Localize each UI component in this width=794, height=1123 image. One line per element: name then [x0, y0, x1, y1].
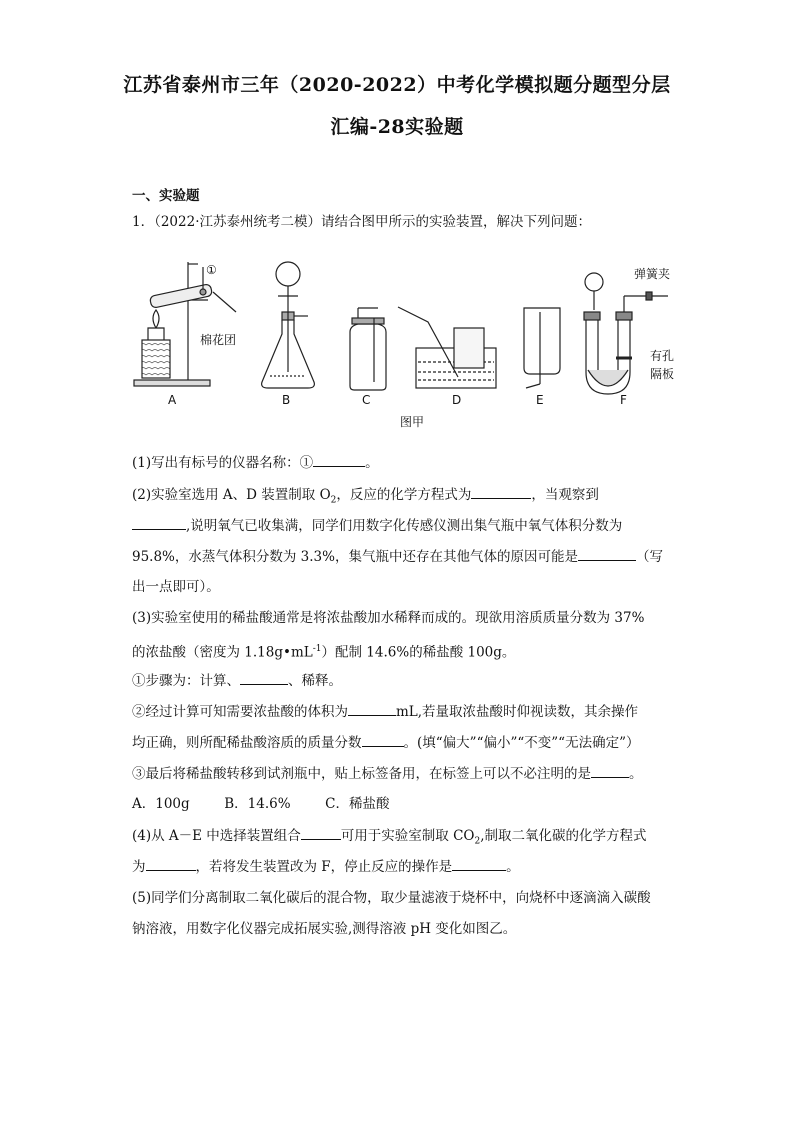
part-3-step-3: ③最后将稀盐酸转移到试剂瓶中，贴上标签备用，在标签上可以不必注明的是 。	[132, 763, 643, 784]
part-2-line-2: ,说明氧气已收集满，同学们用数字化传感仪测出集气瓶中氧气体积分数为	[132, 515, 622, 536]
answer-blank[interactable]	[240, 670, 288, 685]
label-e: E	[536, 393, 544, 407]
title-line-1: 江苏省泰州市三年（2020-2022）中考化学模拟题分题型分层	[123, 74, 671, 96]
part-2-line-3: 95.8%，水蒸气体积分数为 3.3%，集气瓶中还存在其他气体的原因可能是 （写	[132, 546, 663, 567]
porous-plate-label-2: 隔板	[650, 367, 675, 381]
label-b: B	[282, 393, 291, 407]
part-5-line-2: 钠溶液，用数字化仪器完成拓展实验,测得溶液 pH 变化如图乙。	[132, 921, 517, 937]
label-a: A	[168, 393, 177, 407]
option-a[interactable]: A．100g	[132, 796, 190, 812]
porous-plate-label-1: 有孔	[650, 349, 675, 363]
part-3-step-2: ②经过计算可知需要浓盐酸的体积为 mL,若量取浓盐酸时仰视读数，其余操作	[132, 701, 638, 722]
answer-blank[interactable]	[362, 732, 404, 747]
apparatus-b	[262, 262, 315, 388]
answer-blank[interactable]	[348, 701, 396, 716]
question-1-intro: 1．（2022·江苏泰州统考二模）请结合图甲所示的实验装置，解决下列问题：	[132, 214, 591, 230]
apparatus-a	[134, 262, 236, 386]
part-3-line-2: 的浓盐酸（密度为 $1.18g•mL^{-1}$）配制 14.6%的稀盐酸 100g。	[132, 644, 516, 661]
apparatus-e	[524, 308, 560, 388]
part-3-line-1: (3)实验室使用的稀盐酸通常是将浓盐酸加水稀释而成的。现欲用溶质质量分数为 37%	[132, 610, 645, 626]
answer-blank[interactable]	[591, 763, 629, 778]
label-d: D	[452, 393, 462, 407]
spring-clip-label: 弹簧夹	[634, 267, 671, 281]
figure-caption: 图甲	[400, 415, 425, 429]
answer-blank[interactable]	[471, 484, 531, 499]
apparatus-d	[398, 307, 496, 388]
label-f: F	[620, 393, 627, 407]
option-c[interactable]: C．稀盐酸	[325, 796, 390, 812]
part-4-line-2: 为 ，若将发生装置改为 F，停止反应的操作是 。	[132, 856, 520, 877]
cotton-label: 棉花团	[200, 333, 237, 347]
part-5-line-1: (5)同学们分离制取二氧化碳后的混合物，取少量滤液于烧杯中，向烧杯中逐滴滴入碳酸	[132, 890, 651, 906]
part-4-line-1: (4)从 A－E 中选择装置组合 可用于实验室制取 $CO_2$,制取二氧化碳的化学方程式	[132, 825, 647, 852]
options-row	[132, 794, 390, 814]
part-3-step-1: ①步骤为：计算、 、稀释。	[132, 670, 342, 691]
part-2-line-4: 出一点即可）。	[132, 579, 220, 595]
option-b[interactable]: B．14.6%	[224, 796, 291, 812]
answer-blank[interactable]	[146, 856, 196, 871]
answer-blank[interactable]	[132, 515, 186, 530]
answer-blank[interactable]	[313, 452, 365, 467]
answer-blank[interactable]	[578, 546, 636, 561]
apparatus-figure	[128, 252, 688, 432]
answer-blank[interactable]	[452, 856, 506, 871]
label-c: C	[362, 393, 371, 407]
marker-1-label: ①	[206, 263, 217, 277]
part-2-line-1: (2)实验室选用 A、D 装置制取 $O_2$，反应的化学方程式为 ，当观察到	[132, 484, 599, 511]
apparatus-c	[350, 308, 386, 390]
answer-blank[interactable]	[301, 825, 341, 840]
section-heading: 一、实验题	[132, 188, 200, 204]
part-3-step-2-cont: 均正确，则所配稀盐酸溶质的质量分数 。(填“偏大”“偏小”“不变”“无法确定”）	[132, 732, 639, 753]
part-1: (1)写出有标号的仪器名称：① 。	[132, 452, 379, 473]
title-line-2: 汇编-28实验题	[330, 116, 464, 138]
